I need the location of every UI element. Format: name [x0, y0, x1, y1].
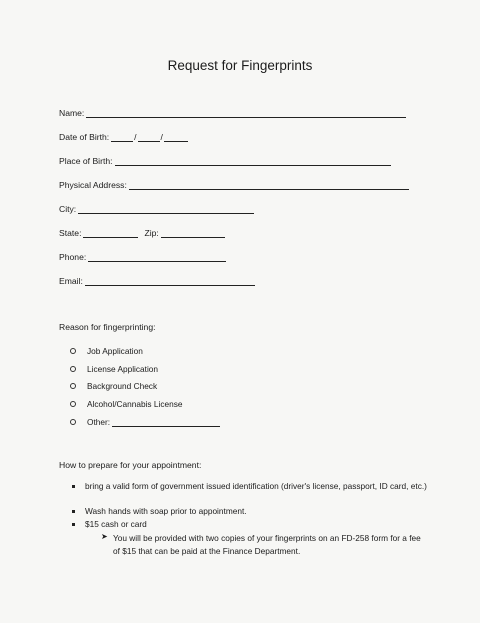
- other-blank[interactable]: [112, 418, 220, 427]
- reason-option-other[interactable]: [70, 417, 220, 427]
- reason-option-label: Job Application: [87, 346, 143, 356]
- radio-circle-icon[interactable]: [70, 401, 76, 407]
- page-title: Request for Fingerprints: [167, 58, 313, 73]
- dob-separator: /: [160, 132, 163, 142]
- physical-address-field: [59, 180, 409, 190]
- prepare-heading: How to prepare for your appointment:: [59, 460, 202, 470]
- reason-option-label: Alcohol/Cannabis License: [87, 399, 183, 409]
- radio-circle-icon[interactable]: [70, 383, 76, 389]
- place-of-birth-label: Place of Birth:: [59, 156, 113, 166]
- radio-circle-icon[interactable]: [70, 348, 76, 354]
- reason-option-label: Background Check: [87, 381, 158, 391]
- reason-option-label: License Application: [87, 364, 159, 374]
- city-field: [59, 204, 254, 214]
- email-blank[interactable]: [85, 277, 255, 286]
- phone-field: [59, 252, 226, 262]
- physical-address-blank[interactable]: [129, 181, 409, 190]
- reason-option-label: Other:: [87, 417, 111, 427]
- physical-address-label: Physical Address:: [59, 180, 127, 190]
- city-label: City:: [59, 204, 77, 214]
- place-of-birth-field: [59, 156, 391, 166]
- prepare-item: Wash hands with soap prior to appointment.: [85, 506, 247, 516]
- name-blank[interactable]: [86, 109, 406, 118]
- email-label: Email:: [59, 276, 83, 286]
- prepare-sub-item: You will be provided with two copies of your fingerprints on an FD-258 form for a fee of $15 that can be paid at the Finance Department.: [113, 533, 421, 556]
- dob-label: Date of Birth:: [59, 132, 110, 142]
- place-of-birth-blank[interactable]: [115, 157, 391, 166]
- bullet-square-icon: [72, 523, 75, 526]
- dob-day-blank[interactable]: [138, 133, 160, 142]
- bullet-square-icon: [72, 510, 75, 513]
- dob-separator: /: [134, 132, 137, 142]
- state-label: State:: [59, 228, 82, 238]
- arrow-bullet-icon: ➤: [101, 532, 108, 541]
- phone-blank[interactable]: [88, 253, 226, 262]
- name-field: [59, 108, 406, 118]
- zip-blank[interactable]: [161, 229, 225, 238]
- phone-label: Phone:: [59, 252, 87, 262]
- dob-field: [59, 132, 188, 142]
- state-blank[interactable]: [83, 229, 138, 238]
- bullet-square-icon: [72, 485, 75, 488]
- prepare-item: $15 cash or card: [85, 519, 147, 529]
- reason-heading: Reason for fingerprinting:: [59, 322, 156, 332]
- dob-year-blank[interactable]: [164, 133, 188, 142]
- email-field: [59, 276, 255, 286]
- prepare-item: bring a valid form of government issued identification (driver's license, passport, ID card, etc.): [85, 481, 427, 491]
- city-blank[interactable]: [78, 205, 254, 214]
- radio-circle-icon[interactable]: [70, 366, 76, 372]
- reason-option[interactable]: [70, 346, 143, 356]
- name-label: Name:: [59, 108, 85, 118]
- state-field: [59, 228, 225, 238]
- zip-label: Zip:: [144, 228, 159, 238]
- reason-option[interactable]: [70, 399, 182, 409]
- reason-option[interactable]: [70, 364, 158, 374]
- radio-circle-icon[interactable]: [70, 419, 76, 425]
- reason-option[interactable]: [70, 381, 157, 391]
- dob-month-blank[interactable]: [111, 133, 133, 142]
